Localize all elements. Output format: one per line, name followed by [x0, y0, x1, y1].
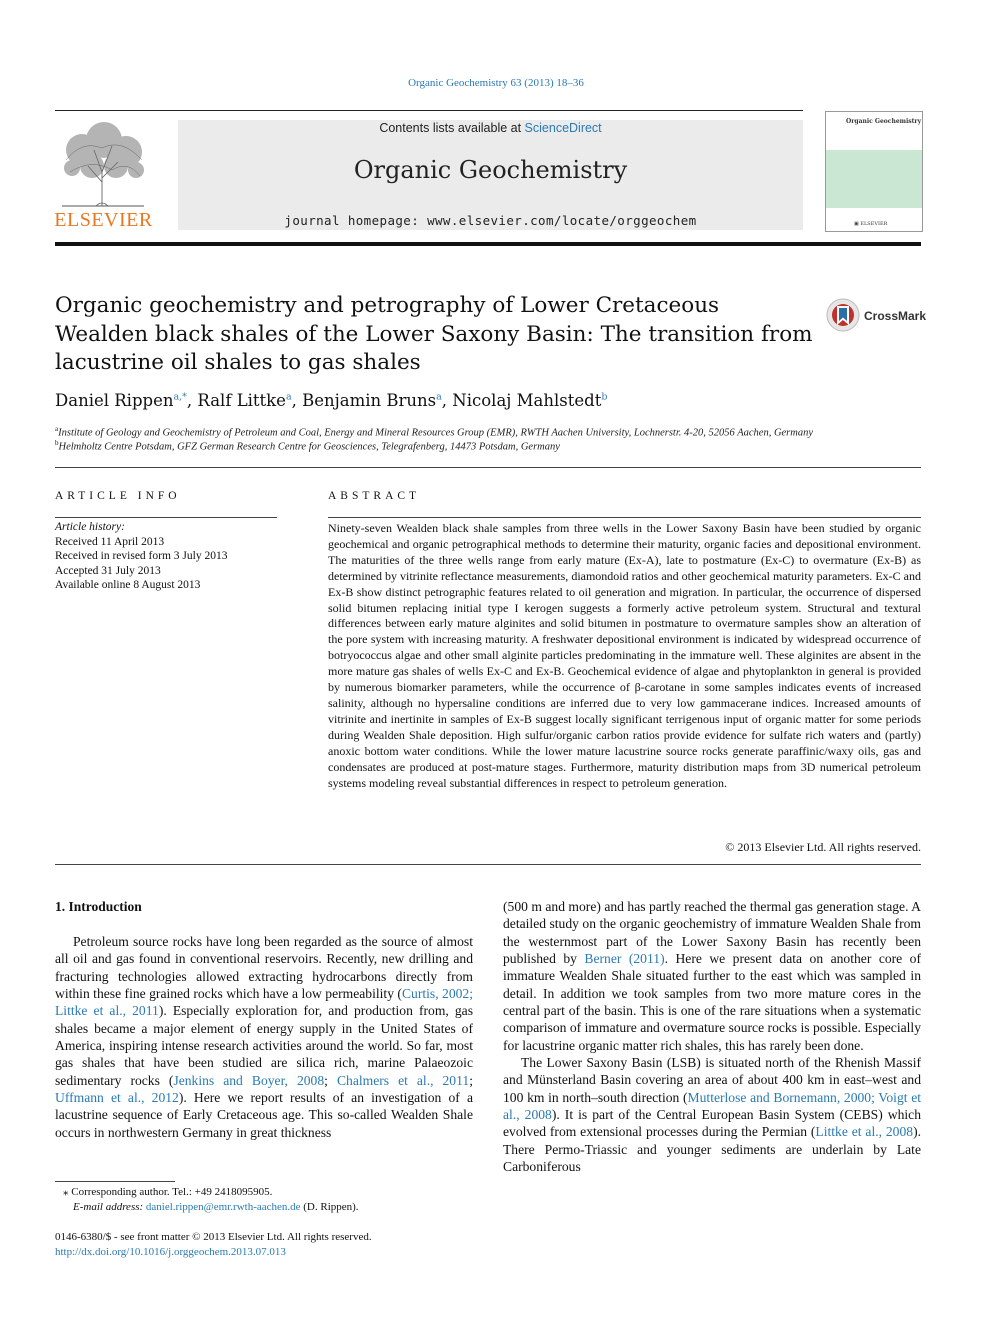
- intro-paragraph-1: [55, 933, 473, 1141]
- paragraph-text: ). Here we report results of an investigation of a lacustrine sequence of Early Cretaceous age. This so-called Wealden Shale occurs in northwestern Germany in great thickness: [55, 1090, 473, 1140]
- accepted-date: Accepted 31 July 2013: [55, 564, 161, 577]
- corresponding-author: ⁎ Corresponding author. Tel.: +49 2418095905.: [63, 1186, 273, 1198]
- abstract-rule: [328, 517, 921, 518]
- reference-link[interactable]: Mutterlose and Bornemann, 2000; Voigt et al., 2008: [503, 1089, 922, 1123]
- reference-link[interactable]: Jenkins and Boyer, 2008: [173, 1072, 325, 1088]
- paragraph-text: ;: [469, 1072, 473, 1088]
- received-date: Received 11 April 2013: [55, 535, 165, 548]
- author-affiliation-mark[interactable]: b: [601, 391, 608, 403]
- paragraph-text: ). It is part of the Central European Basin System (CEBS) which evolved from extensional processes during the Permian (: [503, 1107, 921, 1140]
- elsevier-logo[interactable]: [52, 120, 155, 232]
- affiliation-text: Helmholtz Centre Potsdam, GFZ German Research Centre for Geosciences, Telegrafenberg, 14473 Potsdam, Germany: [58, 441, 560, 453]
- footnote-rule: [55, 1181, 175, 1182]
- body-column-right: [503, 898, 921, 1176]
- article-history: [55, 520, 227, 593]
- cover-publisher-icon: ▣ ELSEVIER: [854, 221, 888, 227]
- author-name: Nicolaj Mahlstedt: [452, 391, 602, 410]
- history-label: Article history:: [55, 521, 125, 533]
- author-affiliation-mark[interactable]: a: [436, 391, 442, 403]
- reference-link[interactable]: Uffmann et al., 2012: [55, 1090, 179, 1106]
- journal-name: Organic Geochemistry: [353, 156, 628, 184]
- email-suffix: (D. Rippen).: [300, 1201, 359, 1213]
- publisher-name: ELSEVIER: [54, 209, 153, 231]
- paragraph-text: ). Especially exploration for, and production from, gas shales became a major element of energy supply in the United States of America, inspiring intense research activities around the world. So far, most gas shales that have been studied are silica rich, marine Palaeozoic sedimentary rocks (: [55, 1003, 473, 1088]
- doi-link[interactable]: http://dx.doi.org/10.1016/j.orggeochem.2013.07.013: [55, 1246, 286, 1258]
- header-rule: [55, 110, 803, 111]
- paragraph-text: Petroleum source rocks have long been regarded as the source of almost all oil and gas found in conventional reservoirs. Recently, new drilling and fracturing technologies allowed extracting hydrocarbons directly from within these fine grained rocks which have a low permeability (: [55, 934, 473, 1002]
- article-title: Organic geochemistry and petrography of Lower Cretaceous Wealden black shales of the Lower Saxony Basin: The transition from lacustrine oil shales to gas shales: [55, 293, 813, 375]
- reference-link[interactable]: Chalmers et al., 2011: [336, 1072, 470, 1088]
- contents-line: [178, 121, 803, 135]
- affiliation-text: Institute of Geology and Geochemistry of Petroleum and Coal, Energy and Mineral Resources Group (EMR), RWTH Aachen University, Lochnerstr. 4-20, 52056 Aachen, Germany: [58, 427, 814, 439]
- affiliation-b: [55, 439, 560, 453]
- paragraph-text: . Here we present data on another core of immature Wealden Shale situated further to the east which was sampled in detail. In addition we took samples from two more mature cores in the central part of the basin. This is one of the rare situations when a systematic comparison of immature and overmature source rocks is possible. Especially for lacustrine organic matter rich shales, this has rarely been done.: [503, 951, 922, 1053]
- journal-citation[interactable]: Organic Geochemistry 63 (2013) 18–36: [408, 77, 584, 89]
- abstract-text: Ninety-seven Wealden black shale samples from three wells in the Lower Saxony Basin have been studied by organic geochemical and organic petrographical methods to determine their maturity, organic facies and depositional environment. The maturities of the three wells range from early mature (Ex-A), late to postmature (Ex-C) to overmature (Ex-B) as determined by vitrinite reflectance measurements, diamondoid ratios and other geochemical maturity parameters. Ex-C and Ex-B show distinct petrographic features related to oil generation and migration. In particular, the occurrence of dispersed solid bitumen replacing initial type I kerogen suggests a formerly active petroleum system. Structural and textural differences between early mature alginites and solid bitumen in postmature to overmature samples show an alteration of the pore system with increasing maturity. A freshwater depositional environment is indicated by widespread occurrence of botryococcus algae and other small alginite particles predominating in the immature well. These alginites are absent in the more mature gas shales of wells Ex-C and Ex-B. Geochemical evidence of algae and phytoplankton in general is provided by numerous biomarker parameters, while the occurrence of β-carotane in some samples indicates events of increased salinity, although no hypersaline conditions are inferred due to very low gammacerane indices. Increased amounts of vitrinite and inertinite in samples of Ex-B suggest locally significant terrigenous input of organic matter for some periods during Wealden Shale deposition. High sulfur/organic carbon ratios provide evidence for sulfate rich waters and (partly) anoxic bottom water conditions. While the lower mature lacustrine source rocks generate paraffinic/waxy oils, gas and condensates are produced at post-mature stages. Furthermore, maturity distribution maps from 3D numerical petroleum systems modeling reveal substantial differences in respect to petroleum generation.: [328, 521, 921, 790]
- cover-title: Organic Geochemistry: [846, 118, 922, 125]
- sciencedirect-link[interactable]: ScienceDirect: [524, 121, 602, 135]
- author-name: Ralf Littke: [197, 391, 286, 410]
- reference-link[interactable]: Curtis, 2002; Littke et al., 2011: [55, 986, 474, 1019]
- paragraph-text: (500 m and more) and has partly reached the thermal gas generation stage. A detailed study on the organic geochemistry of immature Wealden Shale from the westernmost part of the Lower Saxony Basin has recently been published by: [503, 899, 921, 967]
- abstract-copyright: © 2013 Elsevier Ltd. All rights reserved.: [725, 840, 921, 854]
- email-label: E-mail address:: [73, 1201, 146, 1213]
- cover-green-band: [826, 150, 922, 208]
- reference-link[interactable]: Littke et al., 2008: [815, 1124, 914, 1140]
- affiliation-a: [55, 425, 813, 439]
- journal-banner: [178, 120, 803, 230]
- author-name: Benjamin Bruns: [302, 391, 437, 410]
- author-affiliation-mark[interactable]: a: [285, 391, 292, 403]
- paragraph-text: ). There Permo-Triassic and younger sediments are underlain by Late Carboniferous: [503, 1124, 922, 1175]
- journal-cover-thumbnail[interactable]: [825, 111, 923, 232]
- abstract-heading: ABSTRACT: [328, 490, 421, 502]
- contents-prefix: Contents lists available at: [379, 121, 525, 135]
- online-date: Available online 8 August 2013: [55, 579, 201, 592]
- abstract-end-rule: [55, 864, 921, 865]
- body-column-left: [55, 933, 473, 1141]
- corresponding-author-footnote: [55, 1185, 359, 1215]
- article-info-rule: [55, 517, 277, 518]
- issn-line: 0146-6380/$ - see front matter © 2013 Elsevier Ltd. All rights reserved.: [55, 1231, 372, 1243]
- email-link[interactable]: daniel.rippen@emr.rwth-aachen.de: [145, 1201, 301, 1213]
- reference-link[interactable]: Berner (2011): [584, 951, 665, 967]
- affiliation-mark: a: [55, 425, 59, 433]
- crossmark-label: CrossMark: [864, 309, 927, 323]
- header-thick-rule: [55, 242, 921, 246]
- paragraph-text: ;: [324, 1072, 337, 1088]
- paragraph-text: The Lower Saxony Basin (LSB) is situated north of the Rhenish Massif and Münsterland Basin covering an area of about 400 km in east–west and 100 km in north–south direction (: [503, 1055, 921, 1105]
- front-matter: [55, 1230, 372, 1260]
- journal-homepage[interactable]: journal homepage: www.elsevier.com/locate/orggeochem: [284, 213, 697, 228]
- author-name: Daniel Rippen: [55, 391, 174, 410]
- article-info-heading: ARTICLE INFO: [55, 490, 181, 502]
- revised-date: Received in revised form 3 July 2013: [55, 550, 228, 563]
- cover-header: [826, 112, 922, 150]
- section-rule: [55, 467, 921, 468]
- email-line: [55, 1200, 359, 1215]
- affiliation-mark: b: [55, 439, 59, 447]
- crossmark-icon: [826, 298, 860, 332]
- author-list: Daniel Rippen$^{a,*}$, Ralf Littke$^a$, Benjamin Bruns$^a$, Nicolaj Mahlstedt$^b$: [55, 391, 608, 410]
- section-heading-introduction: 1. Introduction: [55, 899, 142, 914]
- author-affiliation-mark[interactable]: a,*: [173, 391, 187, 403]
- elsevier-tree-icon: [52, 120, 155, 208]
- crossmark-badge[interactable]: [826, 298, 926, 332]
- intro-paragraph-2: [503, 1054, 921, 1175]
- intro-paragraph-1-continued: [503, 898, 921, 1054]
